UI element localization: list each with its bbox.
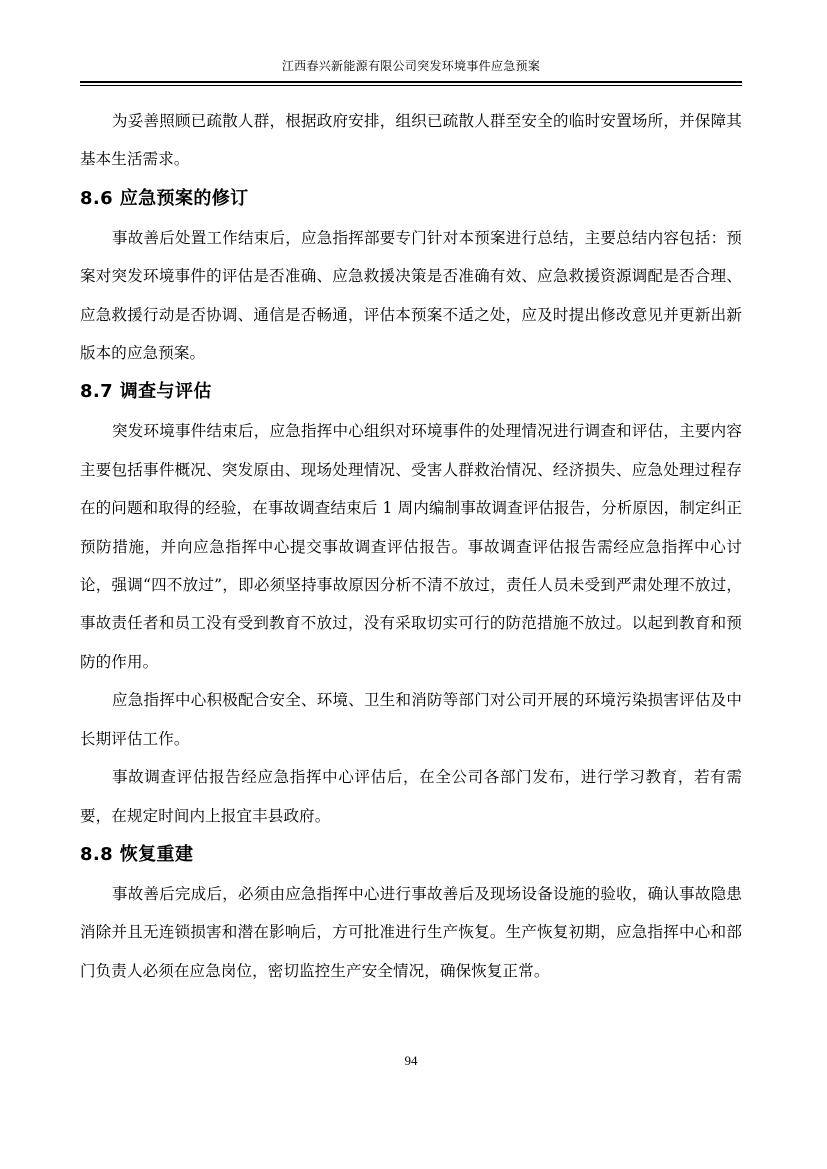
section-heading-8-6: 8.6 应急预案的修订 [80,187,249,209]
paragraph-8-7-3: 事故调查评估报告经应急指挥中心评估后，在全公司各部门发布，进行学习教育，若有需要，在规定时间内上报宜丰县政府。 [80,768,742,825]
section-heading-8-8: 8.8 恢复重建 [80,843,194,865]
paragraph-8-8-1: 事故善后完成后，必须由应急指挥中心进行事故善后及现场设备设施的验收，确认事故隐患消除并且无连锁损害和潜在影响后，方可批准进行生产恢复。生产恢复初期，应急指挥中心和部门负责人必须在应急岗位，密切监控生产安全情况，确保恢复正常。 [80,884,742,980]
paragraph-8-7-2: 应急指挥中心积极配合安全、环境、卫生和消防等部门对公司开展的环境污染损害评估及中长期评估工作。 [80,691,742,748]
paragraph-intro: 为妥善照顾已疏散人群，根据政府安排，组织已疏散人群至安全的临时安置场所，并保障其基本生活需求。 [80,112,742,169]
header-rule-thin [80,85,742,86]
paragraph-8-6-1: 事故善后处置工作结束后，应急指挥部要专门针对本预案进行总结，主要总结内容包括：预案对突发环境事件的评估是否准确、应急救援决策是否准确有效、应急救援资源调配是否合理、应急救援行动是否协调、通信是否畅通，评估本预案不适之处，应及时提出修改意见并更新出新版本的应急预案。 [80,228,742,363]
page-header-title: 江西春兴新能源有限公司突发环境事件应急预案 [281,59,541,73]
section-heading-8-7: 8.7 调查与评估 [80,381,212,403]
header-rule [80,81,742,83]
document-body [80,102,742,990]
page-number: 94 [404,1053,418,1068]
paragraph-8-7-1: 突发环境事件结束后，应急指挥中心组织对环境事件的处理情况进行调查和评估，主要内容主要包括事件概况、突发原由、现场处理情况、受害人群救治情况、经济损失、应急处理过程存在的问题和取得的经验，在事故调查结束后 1 周内编制事故调查评估报告，分析原因，制定纠正预防措施，并向应急指挥中心提交事故调查评估报告。事故调查评估报告需经应急指挥中心讨论，强调“四不放过”，即必须坚持事故原因分析不清不放过，责任人员未受到严肃处理不放过，事故责任者和员工没有受到教育不放过，没有采取切实可行的防范措施不放过。以起到教育和预防的作用。 [80,422,742,671]
